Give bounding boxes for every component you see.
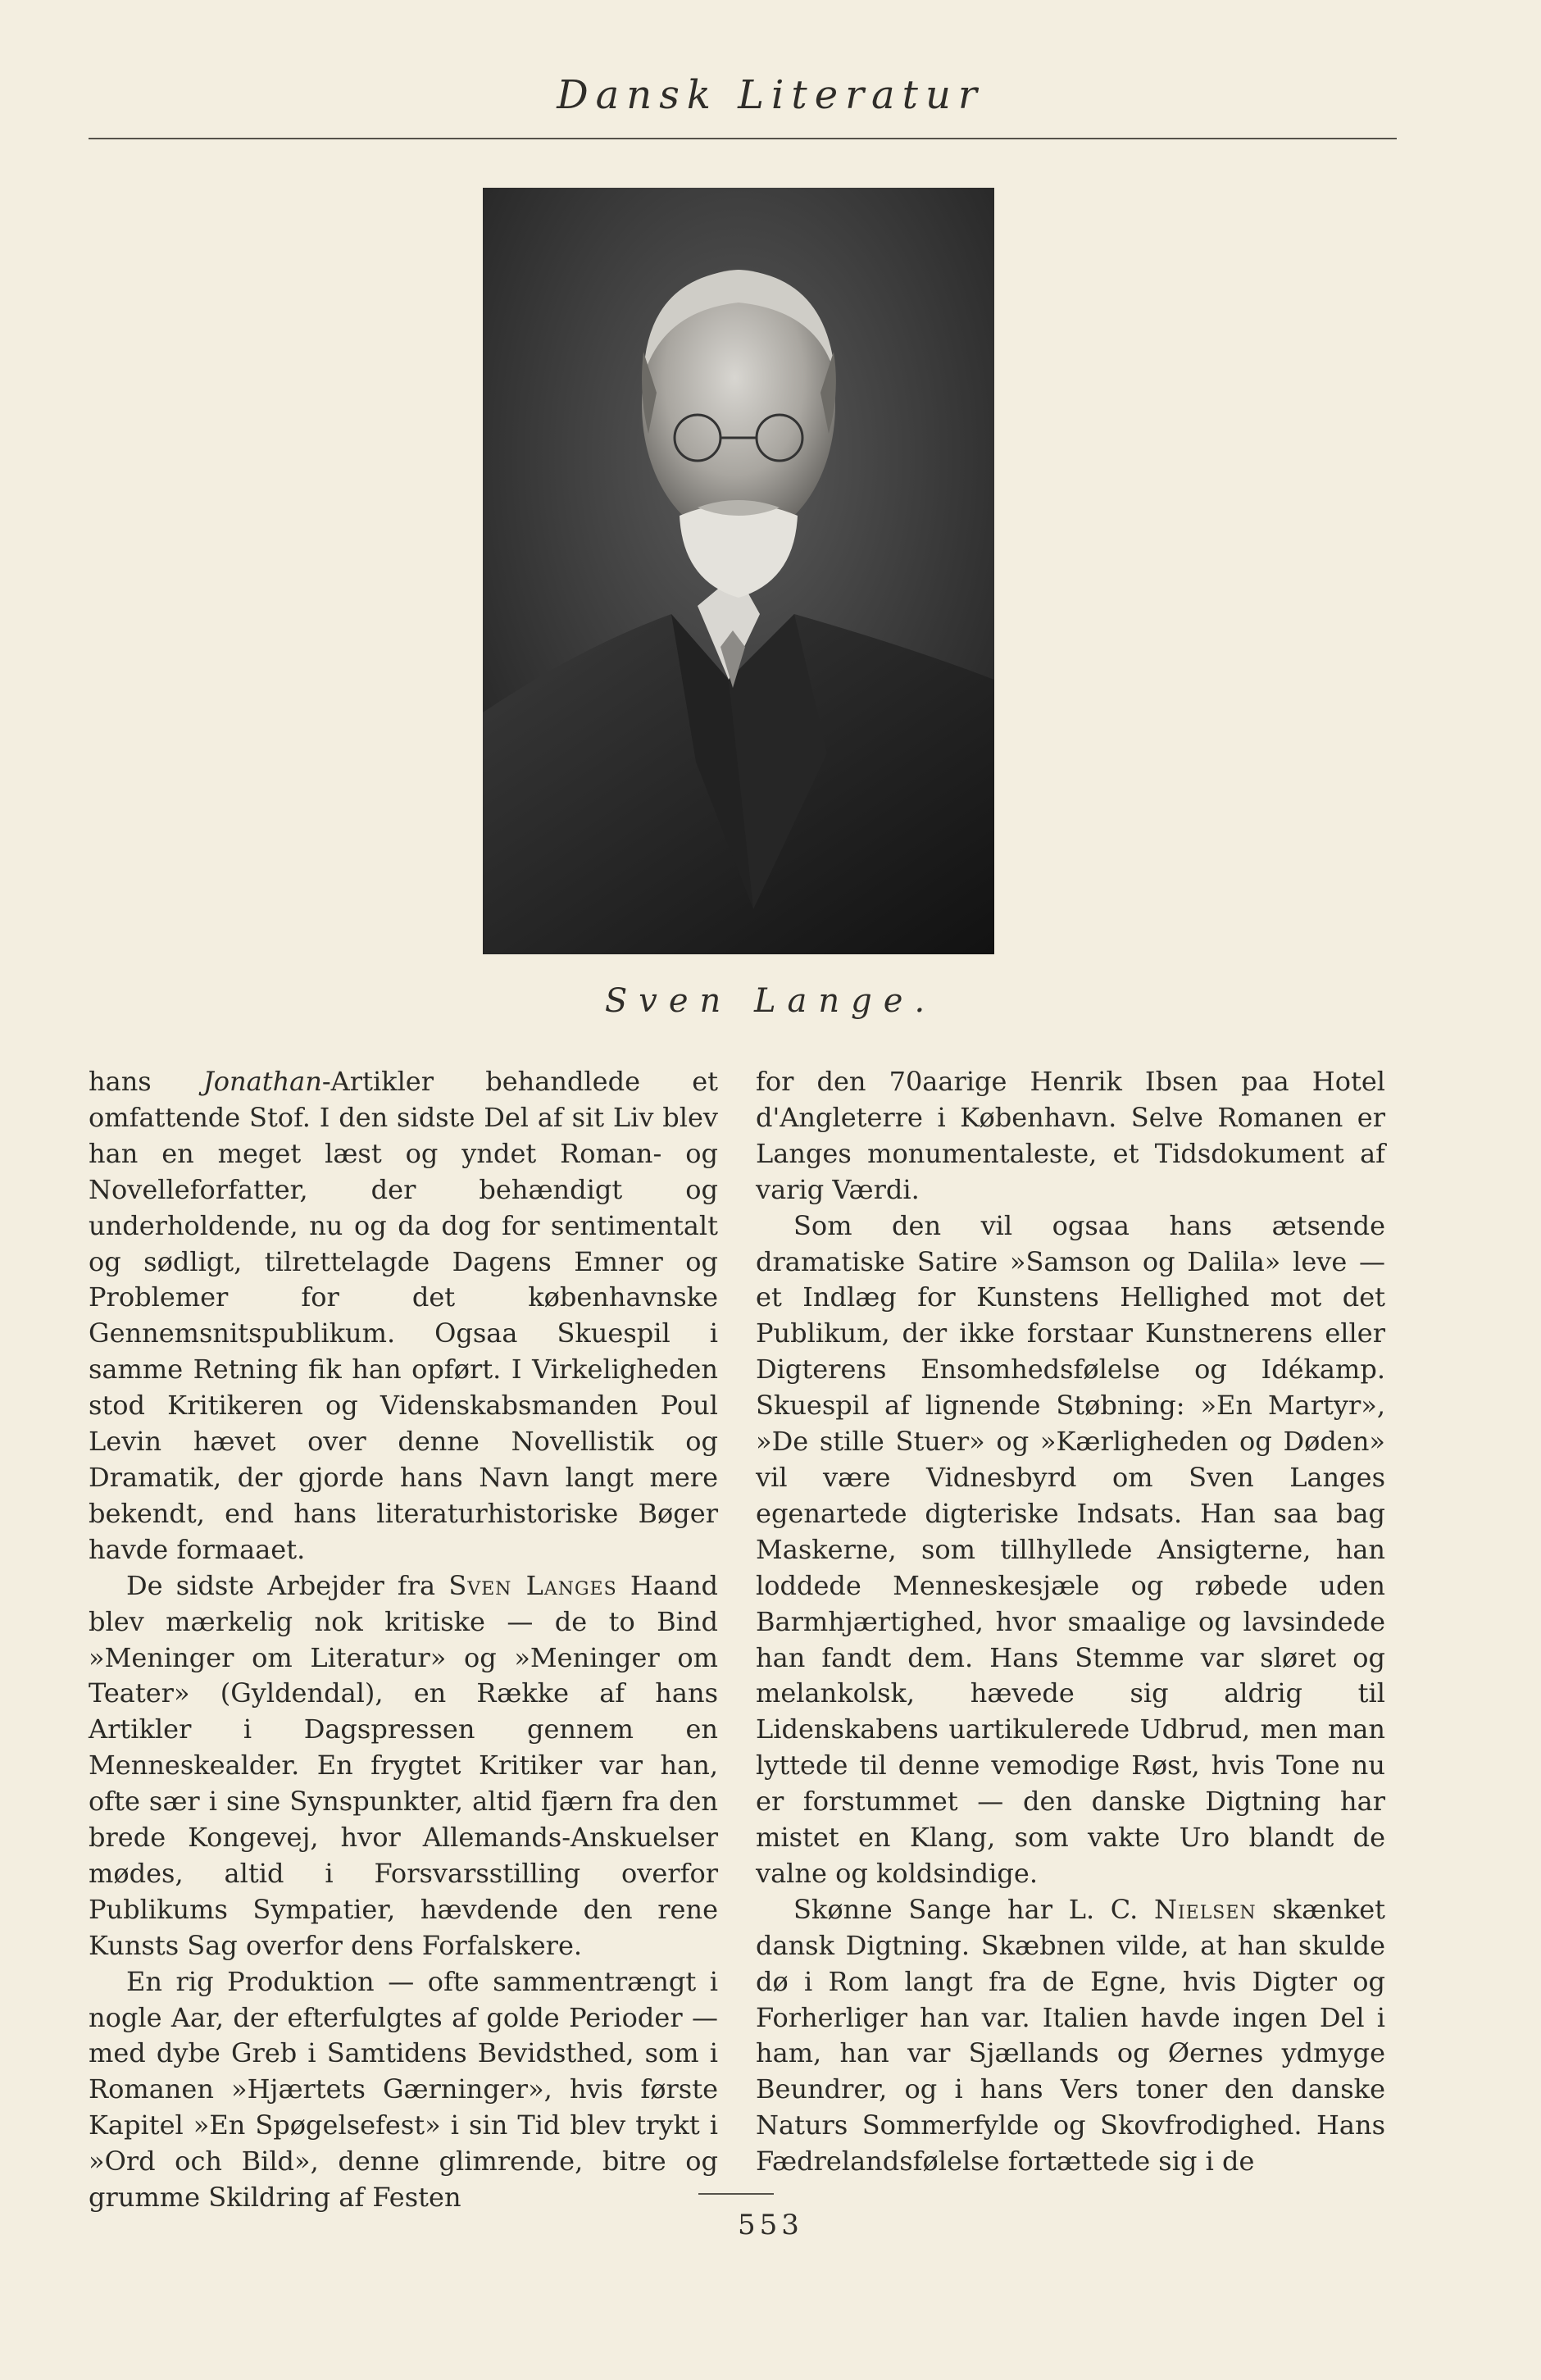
right-paragraph-3 xyxy=(756,1892,1385,2180)
left-paragraph-3: En rig Produktion — ofte sammentrængt i nogle Aar, der efterfulgtes af golde Perioder — med dybe Greb i Samtidens Bevidsthed, som i Romanen »Hjærtets Gærninger», hvis første Kapitel »En Spøgelsefest» i sin Tid blev trykt i »Ord och Bild», denne glimrende, bitre og grumme Skildring af Festen xyxy=(89,1965,718,2214)
italic-title: Jonathan xyxy=(202,1066,322,1097)
right-paragraph-1: for den 70aarige Henrik Ibsen paa Hotel d'Angleterre i København. Selve Romanen er Langes monumentaleste, et Tidsdokument af varig Værdi. xyxy=(756,1066,1385,1205)
running-header: Dansk Literatur xyxy=(557,72,984,118)
right-paragraph-3-text: skænket dansk Digtning. Skæbnen vilde, at han skulde dø i Rom langt fra de Egne, hvis Digter og Forherliger han var. Italien havde ingen Del i ham, han var Sjællands og Øernes ydmyge Beundrer, og i hans Vers toner den danske Naturs Sommerfylde og Skovfrodighed. Hans Fædrelandsfølelse fortættede sig i de xyxy=(756,1893,1386,2177)
author-name-lange: Sven Langes xyxy=(448,1569,617,1601)
left-paragraph-1-text: -Artikler behandlede et omfattende Stof. I den sidste Del af sit Liv blev han en meget læst og yndet Roman- og Novelleforfatter, der behændigt og underholdende, nu og da dog for sentimentalt og sødligt, tilrettelagde Dagens Emner og Problemer for det københavnske Gennemsnitspublikum. Ogsaa Skuespil i samme Retning fik han opført. I Virkeligheden stod Kritikeren og Videnskabsmanden Poul Levin hævet over denne Novellistik og Dramatik, der gjorde hans Navn langt mere bekendt, end hans literaturhistoriske Bøger havde formaaet. xyxy=(89,1066,719,1565)
page-number: 553 xyxy=(738,2209,803,2241)
left-paragraph-2-text: Haand blev mærkelig nok kritiske — de to Bind »Meninger om Literatur» og »Meninger om Teater» (Gyldendal), en Række af hans Artikler i Dagspressen gennem en Menneskealder. En frygtet Kritiker var han, ofte sær i sine Synspunkter, altid fjærn fra den brede Kongevej, hvor Allemands-Anskuelser mødes, altid i Forsvarsstilling overfor Publikums Sympatier, hævdende den rene Kunsts Sag overfor dens Forfalskere. xyxy=(89,1569,719,1961)
right-paragraph-3-start: Skønne Sange har L. C. xyxy=(793,1893,1139,1925)
left-paragraph-1: hans Jonathan-Artikler behandlede et omfattende Stof. I den sidste Del af sit Liv blev han en meget læst og yndet Roman- og Novelleforfatter, der behændigt og underholdende, nu og da dog for sentimentalt og sødligt, tilrettelagde Dagens Emner og Problemer for det københavnske Gennemsnitspublikum. Ogsaa Skuespil i samme Retning fik han opført. I Virkeligheden stod Kritikeren og Videnskabsmanden Poul Levin hævet over denne Novellistik og Dramatik, der gjorde hans Navn langt mere bekendt, end hans literaturhistoriske Bøger havde formaaet. xyxy=(89,1066,719,1565)
right-paragraph-2: Som den vil ogsaa hans ætsende dramatiske Satire »Samson og Dalila» leve — et Indlæg for Kunstens Hellighed mot det Publikum, der ikke forstaar Kunstnerens eller Digterens Ensomhedsfølelse og Idékamp. Skuespil af lignende Støbning: »En Martyr», »De stille Stuer» og »Kærligheden og Døden» vil være Vidnesbyrd om Sven Langes egenartede digteriske Indsats. Han saa bag Maskerne, som tillhyllede Ansigterne, han loddede Menneskesjæle og røbede uden Barmhjærtighed, hvor smaalige og lavsindede han fandt dem. Hans Stemme var sløret og melankolsk, hævede sig aldrig til Lidenskabens uartikulerede Udbrud, men man lyttede til denne vemodige Røst, hvis Tone nu er forstummet — den danske Digtning har mistet en Klang, som vakte Uro blandt de valne og koldsindige. xyxy=(756,1209,1385,1889)
right-column xyxy=(756,1064,1385,2180)
author-name-nielsen: Nielsen xyxy=(1153,1893,1257,1925)
portrait-photo xyxy=(483,188,994,954)
figure-caption: Sven Lange. xyxy=(604,982,937,1020)
portrait-illustration xyxy=(483,188,994,954)
left-paragraph-2 xyxy=(89,1568,718,1964)
left-paragraph-2-start: De sidste Arbejder fra xyxy=(126,1569,436,1601)
header-rule xyxy=(89,138,1397,139)
left-column xyxy=(89,1064,718,2216)
footer-rule xyxy=(698,2193,774,2195)
